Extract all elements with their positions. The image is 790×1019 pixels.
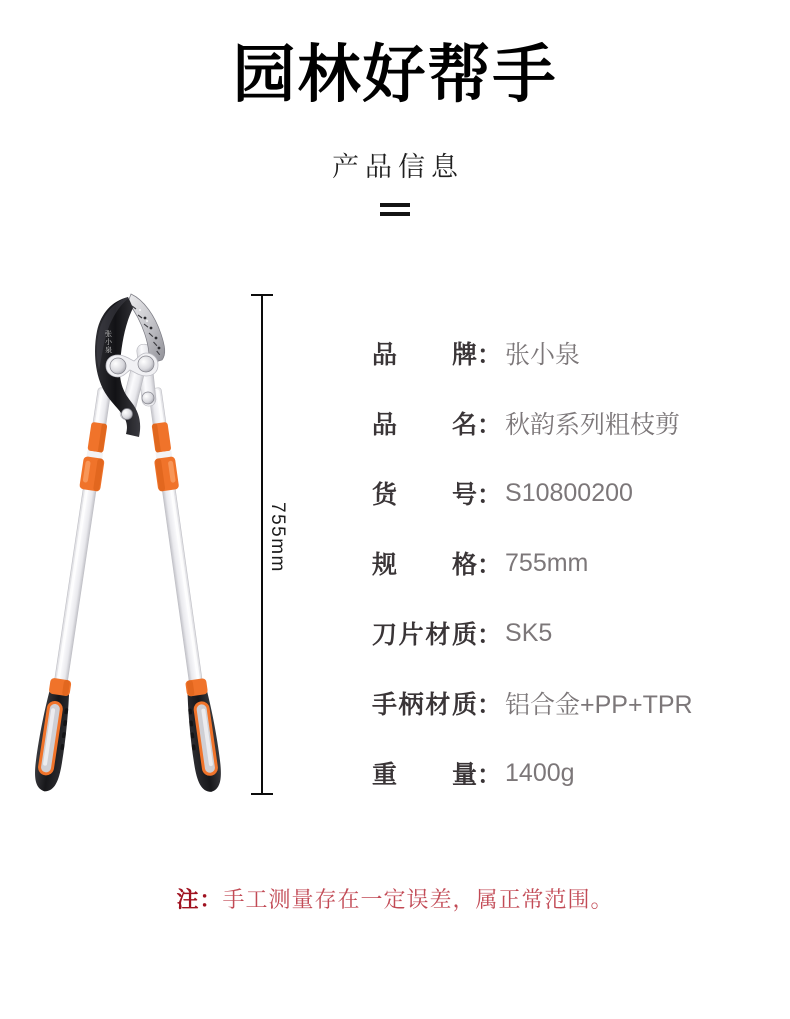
measure-cap-bottom <box>251 793 273 795</box>
spec-label: 规格 <box>372 551 477 579</box>
page-title: 园林好帮手 <box>232 40 558 110</box>
spec-row-blade-material <box>372 618 772 648</box>
spec-colon: ： <box>477 691 503 719</box>
spec-colon: ： <box>477 411 503 439</box>
spec-value: 铝合金+PP+TPR <box>505 691 693 719</box>
spec-colon: ： <box>477 621 503 649</box>
spec-row-brand <box>372 338 772 368</box>
handle-left <box>32 386 118 793</box>
spec-value: SK5 <box>505 618 553 647</box>
spec-colon: ： <box>477 481 503 509</box>
spec-row-handle-material <box>372 688 772 718</box>
spec-value: 秋韵系列粗枝剪 <box>505 411 681 439</box>
spec-colon: ： <box>477 551 503 579</box>
measurement-note <box>0 883 790 914</box>
spec-row-product-name <box>372 408 772 438</box>
spec-value: 张小泉 <box>505 341 581 369</box>
spec-label: 品名 <box>372 411 477 439</box>
section-subtitle: 产品信息 <box>332 152 464 182</box>
spec-list <box>372 338 772 828</box>
spec-label: 品牌 <box>372 341 477 369</box>
spec-colon: ： <box>477 341 503 369</box>
spec-value: 1400g <box>505 758 575 787</box>
spec-value: S10800200 <box>505 478 633 507</box>
equals-decoration-bar-top <box>380 203 410 207</box>
spec-label: 刀片材质 <box>372 621 477 649</box>
spec-value: 755mm <box>505 548 589 577</box>
blade-engraving: 张小泉 <box>104 330 112 354</box>
spec-label: 货号 <box>372 481 477 509</box>
spec-row-item-number <box>372 478 772 508</box>
spec-colon: ： <box>477 761 503 789</box>
spec-label: 手柄材质 <box>372 691 477 719</box>
spec-row-size <box>372 548 772 578</box>
measure-line <box>261 295 263 795</box>
dimension-label: 755mm <box>267 502 288 573</box>
note-prefix: 注： <box>176 887 223 912</box>
spec-row-weight <box>372 758 772 788</box>
handle-right <box>142 386 225 793</box>
product-image-loppers <box>28 288 263 803</box>
equals-decoration-bar-bottom <box>380 212 410 216</box>
note-text: 手工测量存在一定误差，属正常范围。 <box>222 887 614 912</box>
spec-label: 重量 <box>372 761 477 789</box>
